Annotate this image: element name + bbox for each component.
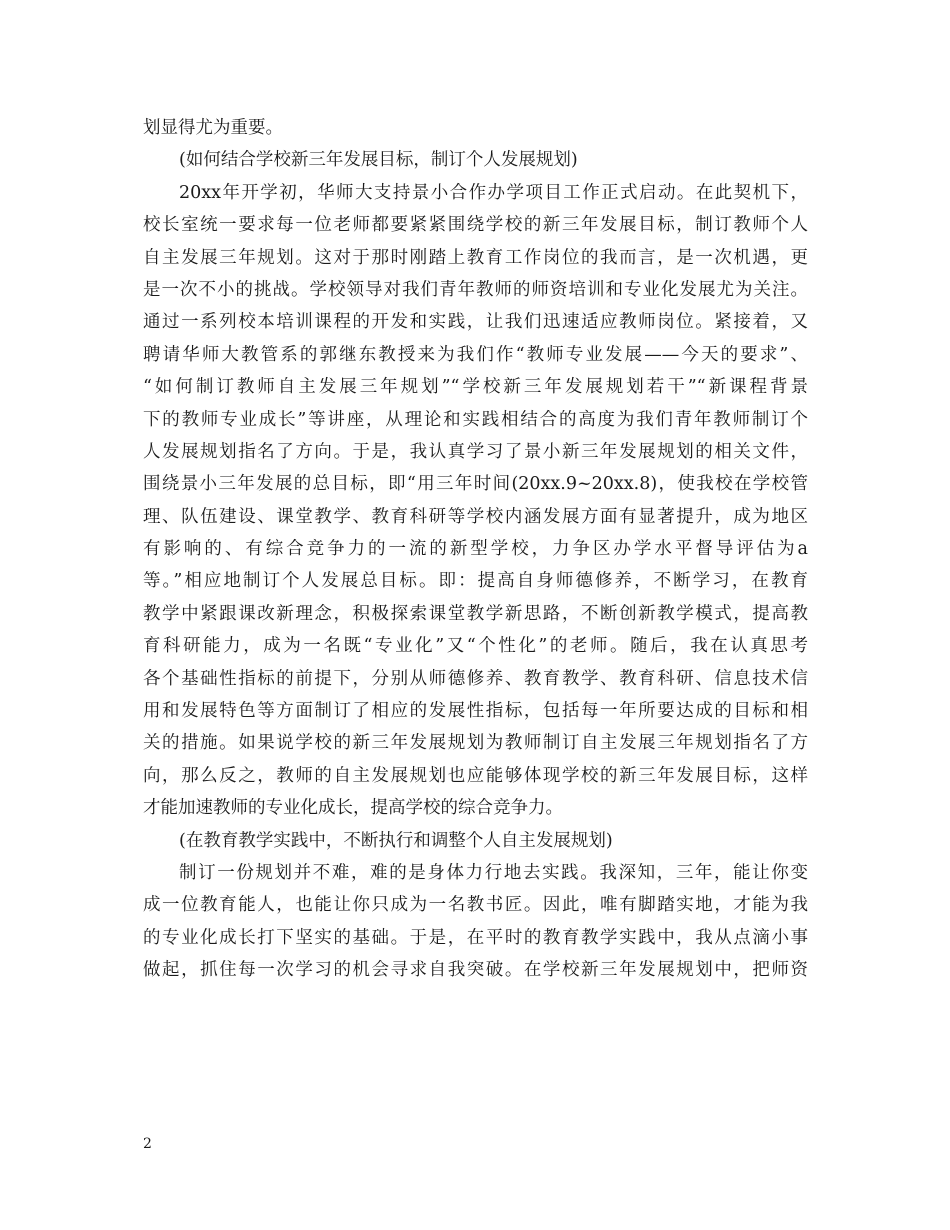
text-line: 育科研能力，成为一名既“专业化”又“个性化”的老师。随后，我在认真思考 [143, 636, 808, 657]
text-line: 围绕景小三年发展的总目标，即“用三年时间(20xx.9~20xx.8)，使我校在学校管 [143, 474, 808, 495]
page-number: 2 [143, 1136, 152, 1152]
text-line: 向，那么反之，教师的自主发展规划也应能够体现学校的新三年发展目标，这样 [143, 765, 808, 786]
text-line: 教学中紧跟课改新理念，积极探索课堂教学新思路，不断创新教学模式，提高教 [143, 603, 808, 624]
text-line: 关的措施。如果说学校的新三年发展规划为教师制订自主发展三年规划指名了方 [143, 733, 808, 754]
text-line: 用和发展特色等方面制订了相应的发展性指标，包括每一年所要达成的目标和相 [143, 701, 808, 722]
document-body [143, 112, 808, 987]
text-line: 聘请华师大教管系的郭继东教授来为我们作“教师专业发展——今天的要求”、 [143, 344, 808, 365]
section-heading: (在教育教学实践中，不断执行和调整个人自主发展规划) [179, 830, 613, 851]
text-line: 成一位教育能人，也能让你只成为一名教书匠。因此，唯有脚踏实地，才能为我 [143, 895, 808, 916]
text-line: 是一次不小的挑战。学校领导对我们青年教师的师资培训和专业化发展尤为关注。 [143, 279, 808, 300]
paragraph-first-line: 制订一份规划并不难，难的是身体力行地去实践。我深知，三年，能让你变 [179, 862, 808, 883]
text-line: 有影响的、有综合竞争力的一流的新型学校，力争区办学水平督导评估为a [143, 539, 808, 560]
text-line: 的专业化成长打下坚实的基础。于是，在平时的教育教学实践中，我从点滴小事 [143, 927, 808, 948]
text-line: “如何制订教师自主发展三年规划”“学校新三年发展规划若干”“新课程背景 [143, 377, 808, 398]
text-line: 通过一系列校本培训课程的开发和实践，让我们迅速适应教师岗位。紧接着，又 [143, 312, 808, 333]
text-line: 校长室统一要求每一位老师都要紧紧围绕学校的新三年发展目标，制订教师个人 [143, 215, 808, 236]
text-line: 等。”相应地制订个人发展总目标。即：提高自身师德修养，不断学习，在教育 [143, 571, 808, 592]
text-line: 下的教师专业成长”等讲座，从理论和实践相结合的高度为我们青年教师制订个 [143, 409, 808, 430]
section-heading: (如何结合学校新三年发展目标，制订个人发展规划) [179, 150, 578, 171]
text-line: 才能加速教师的专业化成长，提高学校的综合竞争力。 [143, 798, 563, 819]
text-line: 划显得尤为重要。 [143, 118, 283, 138]
text-line: 各个基础性指标的前提下，分别从师德修养、教育教学、教育科研、信息技术信 [143, 668, 808, 689]
paragraph-first-line: 20xx年开学初，华师大支持景小合作办学项目工作正式启动。在此契机下， [179, 182, 808, 203]
text-line: 人发展规划指名了方向。于是，我认真学习了景小新三年发展规划的相关文件， [143, 441, 808, 462]
text-line: 理、队伍建设、课堂教学、教育科研等学校内涵发展方面有显著提升，成为地区 [143, 506, 808, 527]
text-line: 自主发展三年规划。这对于那时刚踏上教育工作岗位的我而言，是一次机遇，更 [143, 247, 808, 268]
text-line: 做起，抓住每一次学习的机会寻求自我突破。在学校新三年发展规划中，把师资 [143, 960, 808, 981]
